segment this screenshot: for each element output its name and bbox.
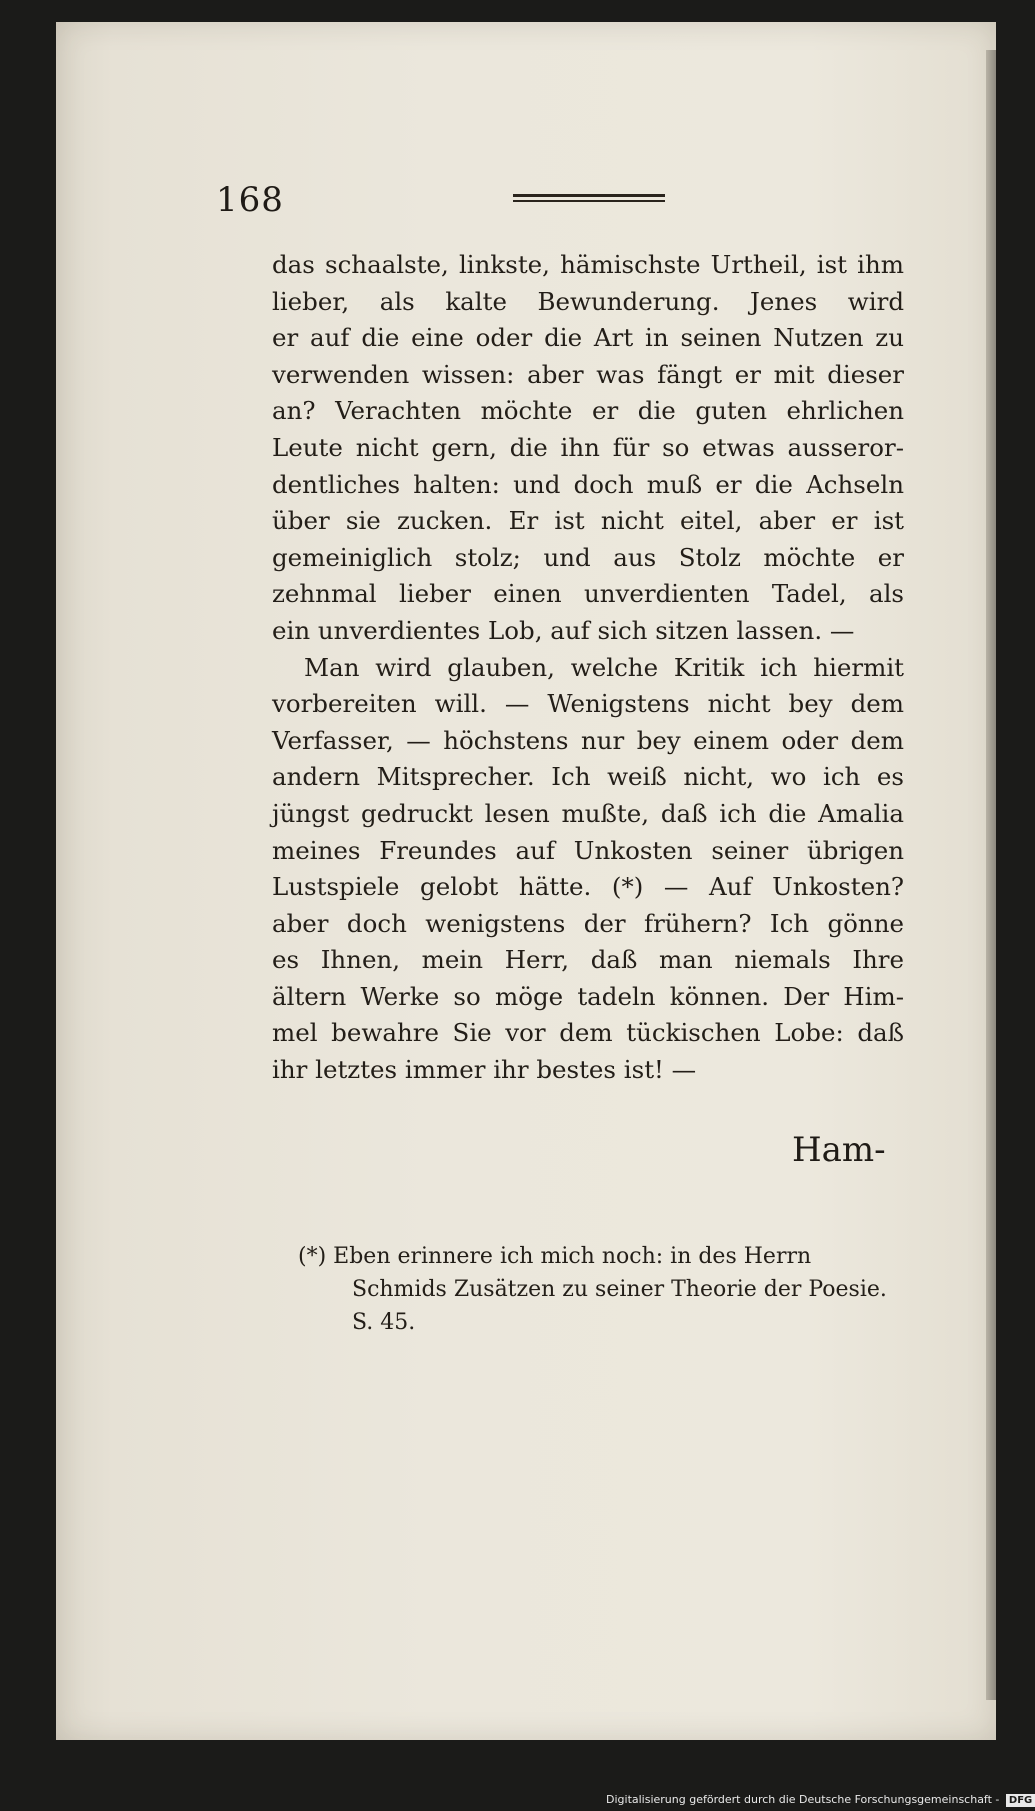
page-edge — [986, 50, 996, 1700]
text-line: dentliches halten: und doch muß er die Achseln — [272, 469, 904, 499]
text-line: zehnmal lieber einen unverdienten Tadel, als — [272, 579, 904, 609]
text-line: mel bewahre Sie vor dem tückischen Lobe: daß — [272, 1018, 904, 1048]
footnote — [298, 1240, 914, 1339]
text-line: an? Verachten möchte er die guten ehrlichen — [272, 396, 904, 426]
text-line: ein unverdientes Lob, auf sich sitzen lassen. — — [272, 615, 855, 645]
digitization-credit — [606, 1793, 1035, 1807]
text-line: über sie zucken. Er ist nicht eitel, aber er ist — [272, 506, 904, 536]
text-line: vorbereiten will. — Wenigstens nicht bey dem — [272, 689, 904, 719]
credit-text: Digitalisierung gefördert durch die Deutsche Forschungsgemeinschaft - — [606, 1793, 1000, 1806]
text-line: aber doch wenigstens der frühern? Ich gönne — [272, 908, 904, 938]
main-text — [272, 247, 904, 1089]
footnote-line: Schmids Zusätzen zu seiner Theorie der Poesie. — [352, 1277, 887, 1302]
footnote-line: S. 45. — [352, 1310, 416, 1335]
page-header — [216, 160, 906, 220]
text-line: Leute nicht gern, die ihn für so etwas ausseror- — [272, 432, 904, 462]
text-line: jüngst gedruckt lesen mußte, daß ich die Amalia — [272, 798, 904, 828]
text-line: ihr letztes immer ihr bestes ist! — — [272, 1055, 697, 1085]
text-line: ältern Werke so möge tadeln können. Der Him- — [272, 981, 904, 1011]
header-rule-ornament — [513, 194, 665, 202]
dfg-logo: DFG — [1006, 1794, 1035, 1807]
text-line: andern Mitsprecher. Ich weiß nicht, wo ich es — [272, 762, 904, 792]
text-line: es Ihnen, mein Herr, daß man niemals Ihre — [272, 945, 904, 975]
text-line: Man wird glauben, welche Kritik ich hiermit — [304, 652, 904, 682]
footnote-line: (*) Eben erinnere ich mich noch: in des Herrn — [298, 1244, 812, 1269]
text-line: gemeiniglich stolz; und aus Stolz möchte er — [272, 542, 904, 572]
text-line: Verfasser, — höchstens nur bey einem oder dem — [272, 725, 904, 755]
page-number: 168 — [216, 180, 284, 220]
text-line: meines Freundes auf Unkosten seiner übrigen — [272, 835, 904, 865]
text-line: das schaalste, linkste, hämischste Urtheil, ist ihm — [272, 250, 904, 279]
text-line: verwenden wissen: aber was fängt er mit dieser — [272, 359, 904, 389]
text-line: lieber, als kalte Bewunderung. Jenes wird — [272, 286, 904, 316]
catchword: Ham- — [792, 1130, 886, 1170]
text-line: Lustspiele gelobt hätte. (*) — Auf Unkosten? — [272, 872, 904, 902]
text-line: er auf die eine oder die Art in seinen Nutzen zu — [272, 323, 904, 353]
